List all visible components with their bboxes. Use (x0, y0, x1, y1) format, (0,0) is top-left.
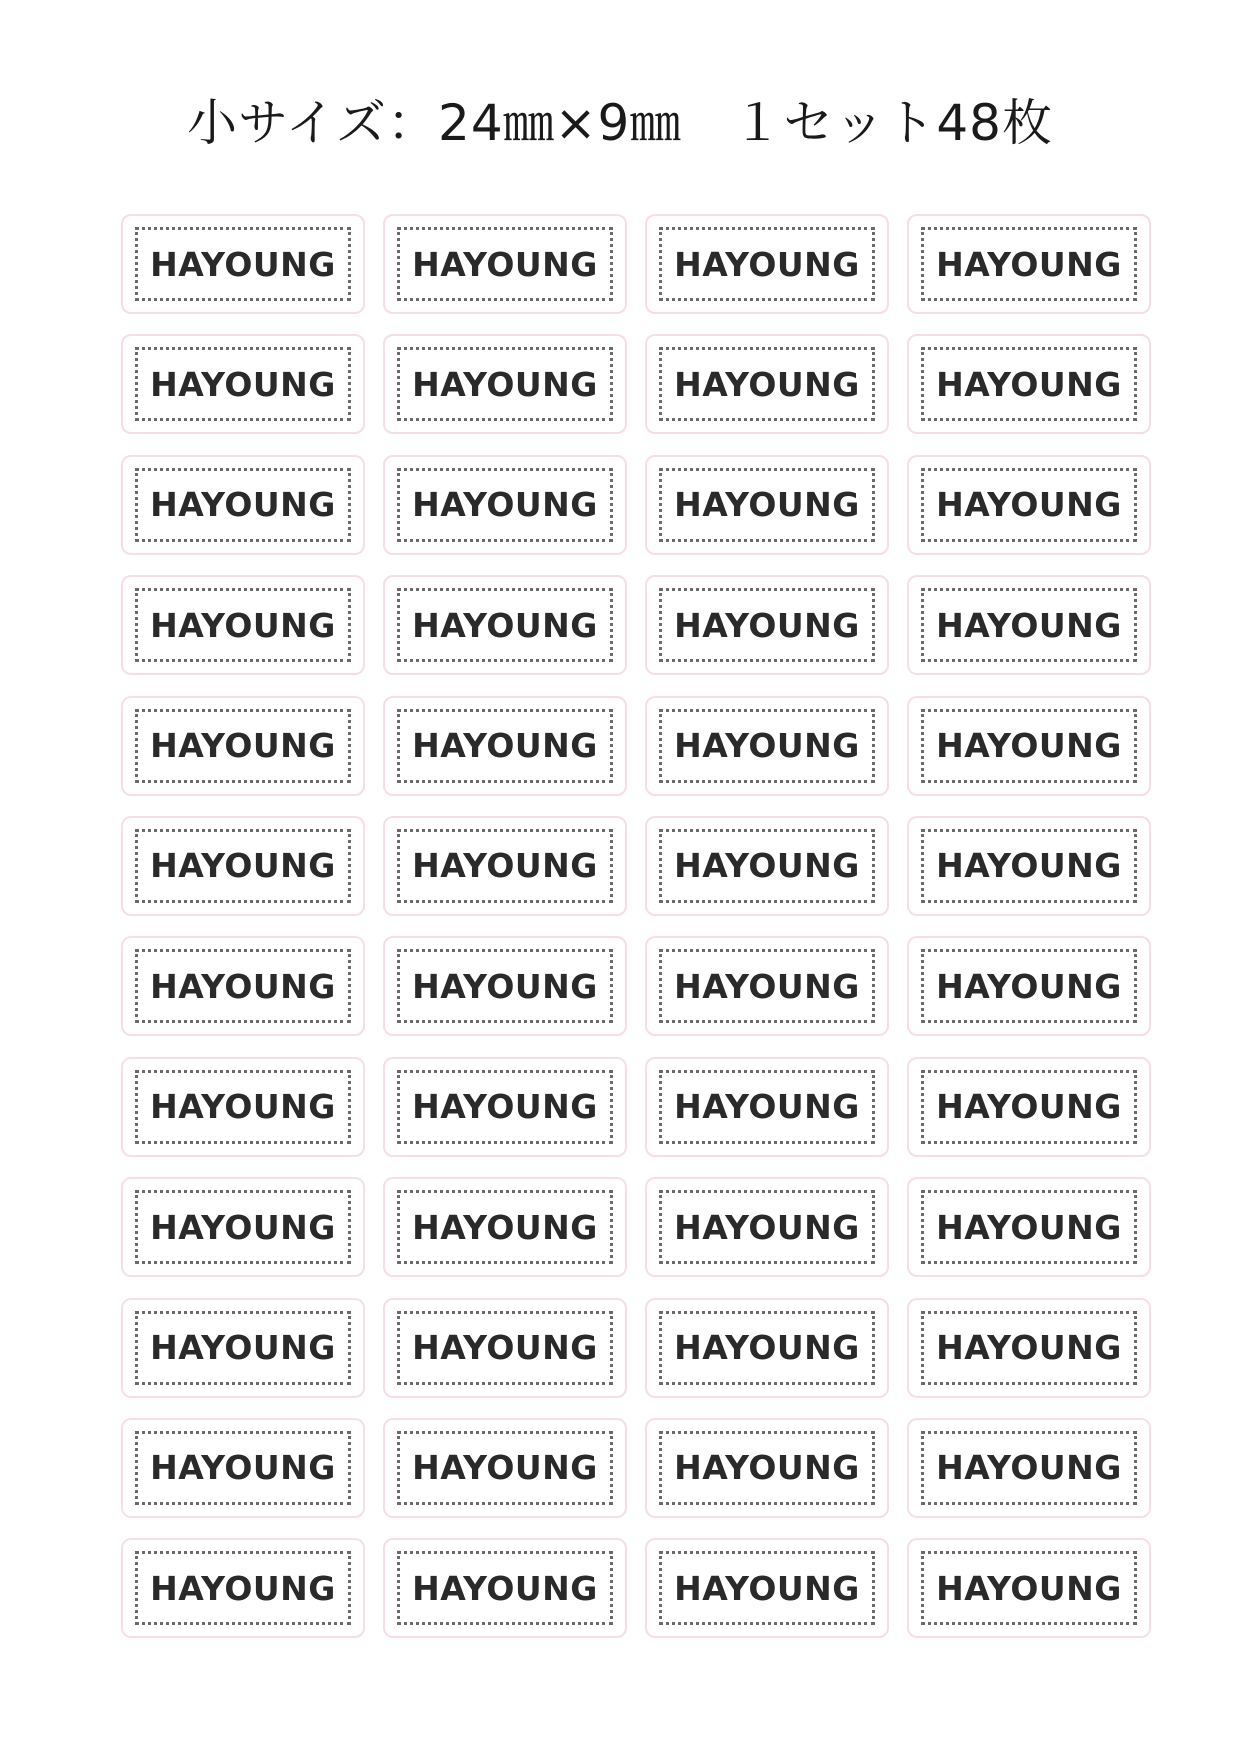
sticker-dotted-frame (397, 1551, 613, 1625)
sticker-dotted-frame (921, 1551, 1137, 1625)
name-sticker (121, 334, 365, 434)
sticker-dotted-frame (659, 1311, 875, 1385)
name-sticker (645, 1538, 889, 1638)
sticker-name-text: HAYOUNG (150, 726, 336, 766)
sticker-dotted-frame (135, 1431, 351, 1505)
sticker-dotted-frame (135, 829, 351, 903)
sticker-dotted-frame (921, 347, 1137, 421)
name-sticker (121, 936, 365, 1036)
sticker-dotted-frame (659, 709, 875, 783)
sticker-dotted-frame (659, 347, 875, 421)
sticker-name-text: HAYOUNG (412, 485, 598, 525)
name-sticker (121, 696, 365, 796)
name-sticker (121, 816, 365, 916)
sticker-dotted-frame (397, 588, 613, 662)
sticker-name-text: HAYOUNG (936, 605, 1122, 645)
sticker-dotted-frame (135, 1551, 351, 1625)
sticker-name-text: HAYOUNG (936, 1448, 1122, 1488)
name-sticker (645, 575, 889, 675)
sticker-dotted-frame (135, 1070, 351, 1144)
sticker-dotted-frame (135, 949, 351, 1023)
sticker-name-text: HAYOUNG (674, 364, 860, 404)
name-sticker (645, 334, 889, 434)
sticker-name-text: HAYOUNG (674, 485, 860, 525)
sticker-name-text: HAYOUNG (936, 364, 1122, 404)
sticker-name-text: HAYOUNG (412, 1207, 598, 1247)
name-sticker (383, 696, 627, 796)
sticker-name-text: HAYOUNG (150, 846, 336, 886)
sticker-dotted-frame (135, 1311, 351, 1385)
name-sticker (645, 816, 889, 916)
sticker-dotted-frame (397, 829, 613, 903)
sticker-name-text: HAYOUNG (412, 605, 598, 645)
sticker-name-text: HAYOUNG (674, 1207, 860, 1247)
name-sticker (121, 1418, 365, 1518)
sticker-name-text: HAYOUNG (936, 726, 1122, 766)
name-sticker (645, 696, 889, 796)
sticker-name-text: HAYOUNG (412, 966, 598, 1006)
sticker-dotted-frame (397, 1311, 613, 1385)
sticker-dotted-frame (135, 709, 351, 783)
name-sticker (645, 1298, 889, 1398)
sticker-dotted-frame (135, 1190, 351, 1264)
sticker-name-text: HAYOUNG (936, 1568, 1122, 1608)
sticker-name-text: HAYOUNG (674, 244, 860, 284)
sticker-dotted-frame (921, 1190, 1137, 1264)
name-sticker (907, 1057, 1151, 1157)
name-sticker (907, 575, 1151, 675)
sticker-dotted-frame (397, 709, 613, 783)
sticker-name-text: HAYOUNG (150, 605, 336, 645)
sticker-name-text: HAYOUNG (150, 1448, 336, 1488)
name-sticker (121, 455, 365, 555)
name-sticker (907, 1418, 1151, 1518)
sticker-dotted-frame (397, 949, 613, 1023)
sticker-name-text: HAYOUNG (150, 485, 336, 525)
sticker-dotted-frame (659, 588, 875, 662)
sticker-name-text: HAYOUNG (412, 1568, 598, 1608)
name-sticker (645, 936, 889, 1036)
sticker-name-text: HAYOUNG (936, 1207, 1122, 1247)
name-sticker (383, 1418, 627, 1518)
sticker-dotted-frame (397, 468, 613, 542)
sticker-dotted-frame (397, 1431, 613, 1505)
sticker-name-text: HAYOUNG (674, 726, 860, 766)
sticker-dotted-frame (397, 347, 613, 421)
sticker-dotted-frame (659, 1551, 875, 1625)
name-sticker (645, 1057, 889, 1157)
name-sticker (121, 1177, 365, 1277)
name-sticker (907, 214, 1151, 314)
name-sticker (121, 1057, 365, 1157)
name-sticker (907, 1538, 1151, 1638)
name-sticker (383, 334, 627, 434)
name-sticker (645, 1177, 889, 1277)
name-sticker (907, 334, 1151, 434)
sticker-name-text: HAYOUNG (674, 966, 860, 1006)
sticker-name-text: HAYOUNG (150, 364, 336, 404)
sticker-dotted-frame (921, 1311, 1137, 1385)
sticker-dotted-frame (921, 227, 1137, 301)
sticker-name-text: HAYOUNG (674, 1087, 860, 1127)
sticker-name-text: HAYOUNG (150, 1207, 336, 1247)
sticker-name-text: HAYOUNG (674, 1328, 860, 1368)
sticker-dotted-frame (135, 227, 351, 301)
name-sticker (383, 1057, 627, 1157)
sticker-dotted-frame (397, 227, 613, 301)
sticker-name-text: HAYOUNG (936, 846, 1122, 886)
sticker-dotted-frame (659, 949, 875, 1023)
sticker-name-text: HAYOUNG (936, 1087, 1122, 1127)
sticker-name-text: HAYOUNG (150, 244, 336, 284)
name-sticker (383, 1298, 627, 1398)
name-sticker (383, 1177, 627, 1277)
sticker-dotted-frame (397, 1070, 613, 1144)
name-sticker (907, 936, 1151, 1036)
page-title: 小サイズ：24㎜×9㎜ １セット48枚 (187, 94, 1053, 152)
sticker-name-text: HAYOUNG (936, 485, 1122, 525)
sticker-dotted-frame (659, 829, 875, 903)
sticker-dotted-frame (921, 829, 1137, 903)
sticker-dotted-frame (921, 468, 1137, 542)
name-sticker (121, 1538, 365, 1638)
sticker-name-text: HAYOUNG (674, 846, 860, 886)
sticker-dotted-frame (659, 1190, 875, 1264)
name-sticker (383, 816, 627, 916)
sticker-name-text: HAYOUNG (936, 1328, 1122, 1368)
name-sticker (121, 1298, 365, 1398)
name-sticker (645, 455, 889, 555)
name-sticker (383, 214, 627, 314)
name-sticker (383, 575, 627, 675)
sticker-name-text: HAYOUNG (150, 1568, 336, 1608)
sticker-name-text: HAYOUNG (150, 1087, 336, 1127)
sticker-dotted-frame (135, 588, 351, 662)
sticker-name-text: HAYOUNG (150, 1328, 336, 1368)
name-sticker (383, 1538, 627, 1638)
sticker-dotted-frame (921, 709, 1137, 783)
name-sticker (907, 455, 1151, 555)
name-sticker (645, 214, 889, 314)
sticker-name-text: HAYOUNG (674, 605, 860, 645)
sticker-name-text: HAYOUNG (412, 364, 598, 404)
sticker-dotted-frame (659, 1431, 875, 1505)
sticker-name-text: HAYOUNG (936, 966, 1122, 1006)
sticker-name-text: HAYOUNG (412, 846, 598, 886)
sticker-dotted-frame (135, 468, 351, 542)
name-sticker (121, 214, 365, 314)
name-sticker (907, 696, 1151, 796)
name-sticker (645, 1418, 889, 1518)
name-sticker (383, 455, 627, 555)
sticker-name-text: HAYOUNG (412, 244, 598, 284)
sticker-name-text: HAYOUNG (674, 1448, 860, 1488)
sticker-dotted-frame (659, 227, 875, 301)
name-sticker (907, 1177, 1151, 1277)
sticker-name-text: HAYOUNG (412, 726, 598, 766)
sticker-name-text: HAYOUNG (412, 1328, 598, 1368)
name-sticker (383, 936, 627, 1036)
sticker-dotted-frame (659, 1070, 875, 1144)
sticker-dotted-frame (921, 949, 1137, 1023)
sticker-dotted-frame (921, 588, 1137, 662)
sticker-dotted-frame (659, 468, 875, 542)
name-sticker (907, 816, 1151, 916)
sticker-dotted-frame (397, 1190, 613, 1264)
sticker-dotted-frame (921, 1070, 1137, 1144)
name-sticker (121, 575, 365, 675)
sticker-name-text: HAYOUNG (674, 1568, 860, 1608)
sticker-grid (121, 214, 1151, 1638)
sticker-name-text: HAYOUNG (936, 244, 1122, 284)
name-sticker (907, 1298, 1151, 1398)
sticker-name-text: HAYOUNG (150, 966, 336, 1006)
sticker-dotted-frame (921, 1431, 1137, 1505)
sticker-name-text: HAYOUNG (412, 1448, 598, 1488)
sticker-name-text: HAYOUNG (412, 1087, 598, 1127)
sticker-dotted-frame (135, 347, 351, 421)
